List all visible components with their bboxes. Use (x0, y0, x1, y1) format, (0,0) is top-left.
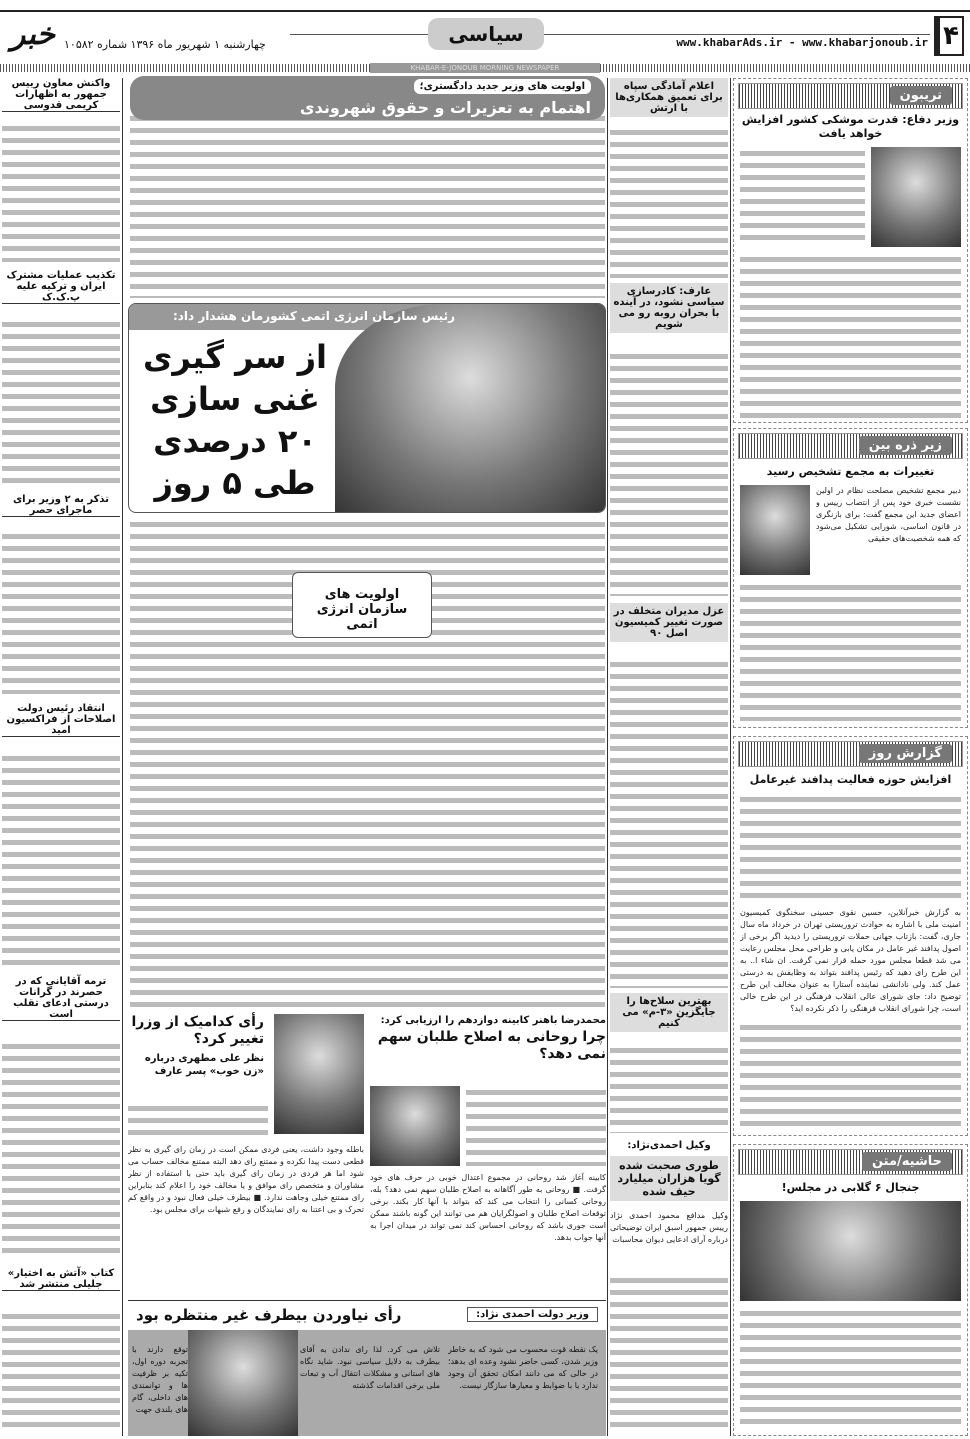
magnifier-text (740, 581, 961, 721)
daily-report-text-b (740, 1021, 961, 1131)
daily-report-label: گزارش روز (859, 744, 952, 763)
tribune-title: وزیر دفاع: قدرت موشکی کشور افزایش خواهد یافت (741, 113, 960, 140)
left-column (2, 78, 120, 1436)
magnifier-label: زیر ذره بین (859, 436, 952, 455)
bahonar-title: چرا روحانی به اصلاح طلبان سهم نمی دهد؟ (377, 1029, 606, 1062)
headline-weapons: بهترین سلاح‌ها را جایگزین «۳-م» می کنیم (610, 993, 728, 1032)
site-urls: www.khabarAds.ir - www.khabarjonoub.ir (676, 36, 928, 49)
official-photo (740, 485, 810, 575)
bahonar-photo (370, 1086, 460, 1166)
magnifier-lead: دبیر مجمع تشخیص مصلحت نظام در اولین نشست خبری خود پس از انتصاب رییس و اعضای جدید این مجمع گفت: برای بازنگری در قانون اساسی، شورایی تشکیل می‌شود که همه شخصیت‌های حقیقی (816, 486, 961, 543)
masthead-strip-text: KHABAR-E-JONOUB MORNING NEWSPAPER (370, 63, 600, 73)
daily-report-title: افزایش حوزه فعالیت پدافند غیرعامل (749, 773, 952, 786)
daily-report-section (733, 736, 968, 1136)
headline-jalili-book: کتاب «آتش به اختیار» جلیلی منتشر شد (2, 1268, 120, 1291)
headline-lawyer-kicker: وکیل احمدی‌نژاد: (627, 1140, 711, 1151)
headline-house-arrest: تذکر به ۲ وزیر برای ماجرای حصر (2, 494, 120, 517)
bahonar-article (370, 1014, 606, 1324)
motahari-article (128, 1014, 364, 1324)
magnifier-section (733, 428, 968, 728)
margin-label: حاشیه/متن (862, 1152, 952, 1171)
motahari-text: باطله وجود داشت، یعنی فردی ممکن است در زمان رای گیری به نظر قطعی دست پیدا نکرده و ممتنع رای دهد البته ممتنع مخالف حساب می شود اما هر فردی در زمان رای گیری باید حتی با استفاده از نظر مشاوران و متخصص رای موافق و یا مخالف خود را اعلام کند بنابراین رای ممتنع خیلی وجاهت ندارد. ■ بیطرف خیلی فعال نبود و در واقع کم تحرک و بی اعتنا به رای نمایندگان و رفع شبهات برای مجلس بود. (128, 1145, 364, 1214)
motahari-subtitle: نظر علی مطهری درباره «زن خوب» پسر عارف (144, 1053, 264, 1077)
main-headline: اهتمام به تعزیرات و حقوق شهروندی (299, 98, 591, 117)
section-title: سیاسی (428, 18, 544, 50)
headline-fraud: ترمه آقایانی که در حصرند در گرانات درستی ادعای تقلب است (2, 976, 120, 1021)
headline-karimi: واکنش معاون رییس جمهور به اظهارات کریمی قدوسی (2, 78, 120, 112)
salehi-photo (335, 304, 605, 513)
aeo-priorities-title: اولویت های سازمان انرژی اتمی (316, 587, 408, 632)
nuclear-kicker: رئیس سازمان انرژی اتمی کشورمان هشدار داد: (172, 309, 455, 323)
top-rule (0, 10, 970, 12)
aeo-priorities-box (292, 572, 432, 638)
page-number: ۴ (934, 16, 964, 56)
bottom-kicker: وزیر دولت احمدی نژاد: (467, 1307, 598, 1322)
second-column (610, 78, 728, 1436)
margin-text (740, 1307, 961, 1431)
nuclear-headline-line: ۲۰ درصدی (153, 422, 317, 460)
tribune-text-2 (740, 253, 961, 419)
headline-article90: عزل مدیران متخلف در صورت تغییر کمیسیون اصل ۹۰ (610, 603, 728, 642)
logo: خبر (10, 17, 56, 52)
bahonar-kicker: محمدرضا باهنر کابینه دوازدهم را ارزیابی کرد: (380, 1015, 606, 1026)
header-rule (290, 34, 930, 35)
bahonar-text: کابینه آغاز شد روحانی در مجموع اعتدال خوبی در حرف های خود گرفت. ■ روحانی به طور آگاهانه به اصلاح طلبان سهم نمی دهد؟ بله، روحانی کسانی را انتخاب می کند که بتواند با آنها کار بکند. برخی توقعات اصلاح طلبان و اصولگرایان هم می توانند این گونه باشند ممکن است جوری باشد که روحانی احساس کند نمی تواند در میدان اجرا به آنها جواب بدهد. (370, 1173, 606, 1242)
parliament-photo (740, 1201, 961, 1301)
bottom-text-3: توقع دارند با تجربه دوره اول، تکیه بر ظرفیت ها و توانمندی های داخلی، گام های بلندی جهت (132, 1345, 188, 1414)
bottom-headline: رأی نیاوردن بیطرف غیر منتظره بود (136, 1305, 402, 1324)
headline-irgc: اعلام آمادگی سپاه برای تعمیق همکاری‌ها با ارتش (610, 78, 728, 117)
headline-lawyer: طوری صحبت شده گویا هزاران میلیارد حیف شده (610, 1156, 728, 1201)
lawyer-lead: وکیل مدافع محمود احمدی نژاد رییس جمهور اسبق ایران توضیحاتی درباره آرای ادعایی دیوان محاسبات (610, 1211, 728, 1244)
main-article-text (130, 112, 605, 298)
main-kicker: اولویت های وزیر جدید دادگستری؛ (414, 79, 591, 94)
nuclear-headline-line: طی ۵ روز (154, 464, 316, 502)
bottom-text-2: تلاش می کرد. لذا رای ندادن به آقای بیطرف به دلایل سیاسی نبود. شاید نگاه های استانی و مشکلات انتقال آب و تبعات ملی برخی اقدامات گذشته (300, 1345, 440, 1390)
minister-bottom-photo (188, 1330, 298, 1436)
margin-section (733, 1144, 968, 1436)
headline-aref: عارف: کادرسازی سیاسی نشود، در آینده با بحران روبه رو می شویم (610, 283, 728, 333)
date-issue: چهارشنبه ۱ شهریور ماه ۱۳۹۶ شماره ۱۰۵۸۲ (64, 38, 266, 51)
tribune-label: تریبون (890, 86, 952, 105)
motahari-photo (274, 1014, 364, 1134)
main-headline-banner (130, 76, 605, 120)
nuclear-feature (128, 303, 606, 513)
daily-report-text-a (740, 793, 961, 903)
headline-khatami: انتقاد رئیس دولت اصلاحات از فراکسیون امید (2, 703, 120, 737)
motahari-title: رأی کدامیک از وزرا تغییر کرد؟ (131, 1014, 264, 1047)
daily-report-lead: به گزارش خبرآنلاین، حسین نقوی حسینی سخنگوی کمیسیون امنیت ملی با اشاره به حوادث تروریستی تهران در خرداد ماه سال جاری، گفت: بازتاب جهانی حملات تروریستی را دیدید اگر برخی از اصول پدافند غیر عامل در مکان یابی و طراحی محل مجلس رعایت می شد قطعا مجلس مورد حمله قرار نمی گرفت. ان شاء ا.. به این طرح رای دهید که رئیس پدافند بتواند به وظایفش به درستی عمل کند. ولی نادانشی نماینده آستارا به عنوان مخالف این طرح توضیح داد: جای شورای عالی انقلاب فرهنگی در این طرح خالی است، چرا شورای انقلاب فرهنگی را ذکر نکرده اید؟ (740, 908, 961, 1013)
magnifier-title: تغییرات به مجمع تشخیص رسید (766, 465, 935, 478)
tribune-text (740, 147, 865, 247)
nuclear-headline-line: غنی سازی (150, 380, 320, 418)
nuclear-headline-line: از سر گیری (143, 338, 327, 376)
minister-photo (871, 147, 961, 247)
tribune-section (733, 78, 968, 423)
margin-title: جنجال ۶ گلابی در مجلس! (781, 1181, 920, 1194)
bottom-feature (128, 1330, 606, 1436)
bottom-text-1: یک نقطه قوت محسوب می شود که به خاطر وزیر شدن، کسی حاضر نشود وعده ای بدهد؛ در حالی که می دانند امکان تحقق آن وجود ندارد یا با ضوابط و معیارها سازگار نیست. (448, 1345, 598, 1390)
headline-pkk: تکذیب عملیات مشترک ایران و ترکیه علیه پ.ک.ک (2, 270, 120, 304)
